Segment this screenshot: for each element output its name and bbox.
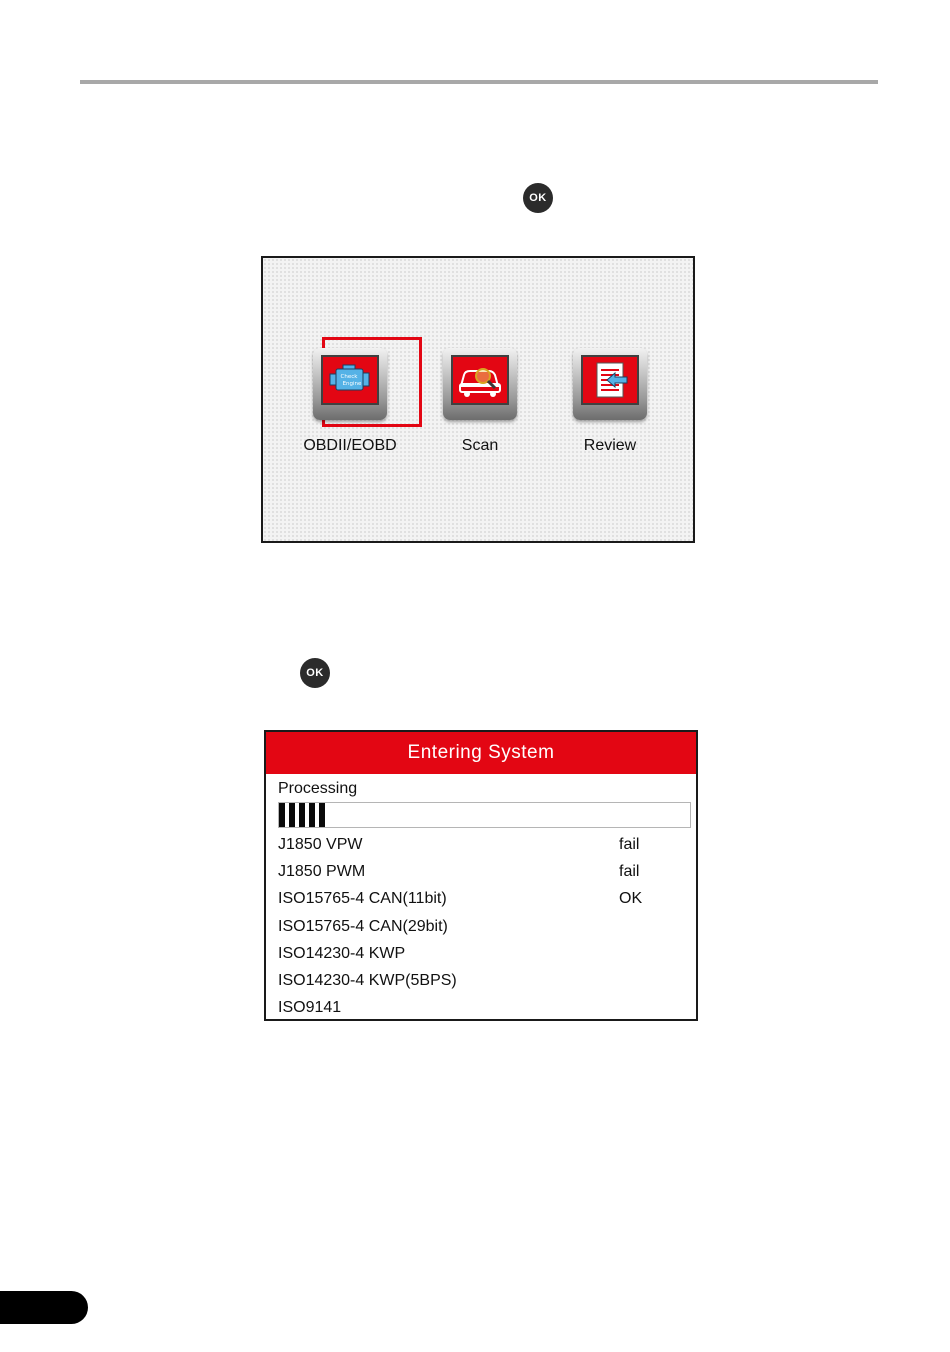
protocol-status: fail [619, 862, 640, 880]
svg-text:Check: Check [340, 374, 358, 380]
ok-button-icon: OK [300, 658, 330, 688]
svg-text:Engine: Engine [342, 381, 362, 387]
protocol-name: ISO14230-4 KWP [278, 944, 406, 962]
protocol-name: ISO15765-4 CAN(29bit) [278, 917, 448, 935]
progress-bar [278, 802, 691, 828]
protocol-list [278, 831, 678, 1022]
menu-item-review[interactable] [545, 336, 675, 461]
car-search-icon [443, 348, 517, 420]
menu-item-label: OBDII/EOBD [303, 437, 397, 454]
check-engine-icon [313, 348, 387, 420]
protocol-name: ISO14230-4 KWP(5BPS) [278, 972, 457, 990]
screen-title: Entering System [266, 732, 696, 774]
entering-system-screen [264, 730, 698, 1021]
protocol-row [278, 886, 678, 913]
menu-item-label: Review [583, 437, 637, 454]
protocol-row [278, 940, 678, 967]
progress-fill [279, 803, 328, 827]
ok-button-icon: OK [523, 183, 553, 213]
protocol-row [278, 913, 678, 940]
protocol-row [278, 995, 678, 1022]
menu-item-scan[interactable] [415, 336, 545, 461]
protocol-name: ISO9141 [278, 999, 342, 1017]
page-number-tab [0, 1291, 88, 1324]
protocol-row [278, 831, 678, 858]
protocol-status: OK [619, 890, 643, 908]
protocol-status: fail [619, 835, 640, 853]
menu-item-label: Scan [461, 437, 499, 454]
protocol-row [278, 858, 678, 885]
protocol-name: ISO15765-4 CAN(11bit) [278, 890, 447, 908]
protocol-row [278, 967, 678, 994]
processing-label: Processing [278, 780, 358, 797]
header-rule [80, 80, 878, 84]
protocol-name: J1850 VPW [278, 835, 363, 853]
menu-item-obdii-eobd[interactable] [285, 336, 415, 461]
protocol-name: J1850 PWM [278, 862, 366, 880]
main-menu-screen [261, 256, 695, 543]
document-review-icon [573, 348, 647, 420]
